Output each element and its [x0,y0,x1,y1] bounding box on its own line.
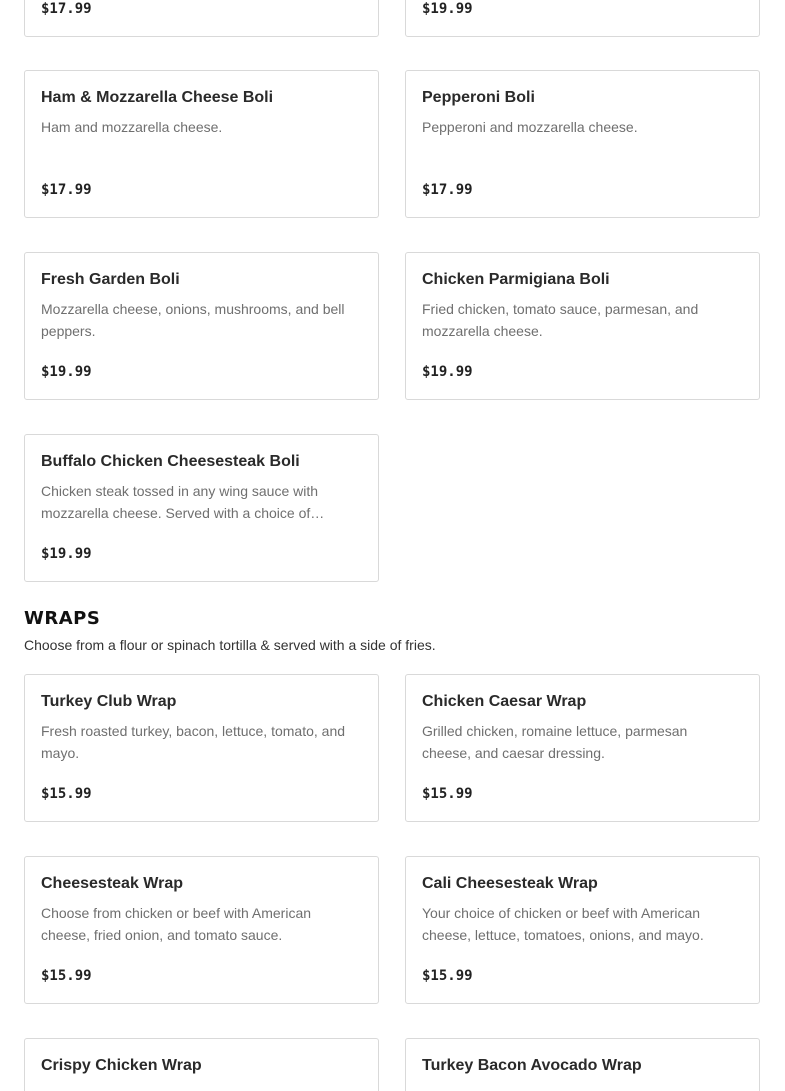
item-price: $15.99 [41,786,92,802]
item-price: $19.99 [41,546,92,562]
item-name: Chicken Parmigiana Boli [422,271,610,288]
item-description: Fresh roasted turkey, bacon, lettuce, tomato, and mayo. [41,723,346,761]
menu-item-card[interactable] [405,1038,760,1091]
section-title-wraps: WRAPS [24,608,101,629]
item-name: Ham & Mozzarella Cheese Boli [41,89,274,106]
item-description: Fried chicken, tomato sauce, parmesan, and mozzarella cheese. [422,301,699,339]
item-description: Choose from chicken or beef with American cheese, fried onion, and tomato sauce. [41,905,312,943]
menu-item-card[interactable] [24,434,379,582]
item-name: Pepperoni Boli [422,89,535,106]
menu-item-card[interactable] [405,252,760,400]
item-price: $19.99 [422,364,473,380]
item-description: Ham and mozzarella cheese. [41,119,223,135]
item-name: Turkey Club Wrap [41,693,177,710]
item-price: $17.99 [41,182,92,198]
item-description: Grilled chicken, romaine lettuce, parmesan cheese, and caesar dressing. [422,723,688,761]
item-name: Buffalo Chicken Cheesesteak Boli [41,453,300,470]
section-subtitle-wraps: Choose from a flour or spinach tortilla & served with a side of fries. [24,637,436,653]
item-price: $17.99 [41,1,92,17]
item-description: Pepperoni and mozzarella cheese. [422,119,638,135]
item-price: $17.99 [422,182,473,198]
item-price: $19.99 [41,364,92,380]
item-name: Cali Cheesesteak Wrap [422,875,598,892]
menu-item-card[interactable] [24,0,379,37]
menu-item-card[interactable] [405,0,760,37]
item-name: Fresh Garden Boli [41,271,180,288]
item-price: $15.99 [41,968,92,984]
item-name: Turkey Bacon Avocado Wrap [422,1057,642,1074]
item-price: $15.99 [422,968,473,984]
item-price: $15.99 [422,786,473,802]
menu-item-card[interactable] [24,674,379,822]
menu-item-card[interactable] [405,856,760,1004]
menu-item-card[interactable] [24,70,379,218]
item-name: Chicken Caesar Wrap [422,693,587,710]
menu-item-card[interactable] [24,252,379,400]
menu-item-card[interactable] [24,1038,379,1091]
menu-item-card[interactable] [24,856,379,1004]
item-price: $19.99 [422,1,473,17]
item-description: Chicken steak tossed in any wing sauce with mozzarella cheese. Served with a choice of… [41,483,325,521]
item-description: Your choice of chicken or beef with American cheese, lettuce, tomatoes, onions, and mayo. [422,905,704,943]
item-name: Cheesesteak Wrap [41,875,183,892]
item-description: Mozzarella cheese, onions, mushrooms, and bell peppers. [41,301,345,339]
item-name: Crispy Chicken Wrap [41,1057,202,1074]
menu-item-card[interactable] [405,70,760,218]
menu-item-card[interactable] [405,674,760,822]
